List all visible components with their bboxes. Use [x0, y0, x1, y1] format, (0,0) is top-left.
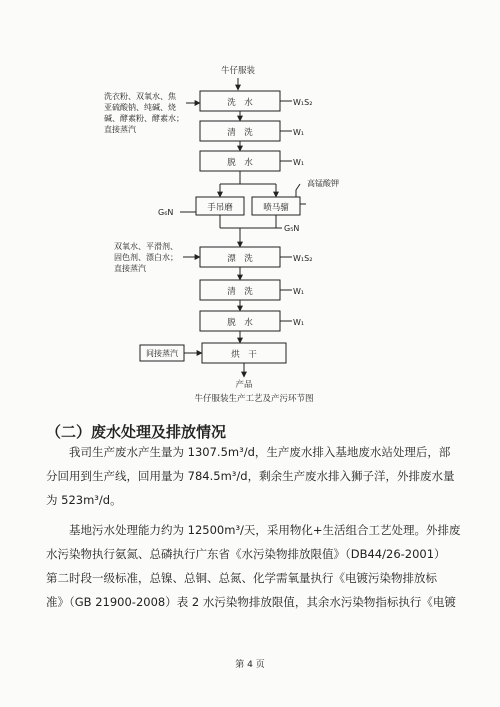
section-heading: （二）废水处理及排放情况	[46, 423, 227, 441]
svg-text:漂 洗: 漂 洗	[227, 254, 253, 264]
svg-text:清 洗: 清 洗	[227, 128, 253, 138]
svg-text:直接蒸汽: 直接蒸汽	[114, 264, 146, 273]
svg-text:间接蒸汽: 间接蒸汽	[146, 349, 178, 358]
svg-text:双氧水、平滑剂、: 双氧水、平滑剂、	[114, 242, 178, 251]
code-permanganate: 高锰酸钾	[307, 179, 339, 188]
step-spray	[252, 197, 300, 215]
page-number: 第 4 页	[235, 660, 265, 670]
flowchart-caption: 牛仔服装生产工艺及产污环节图	[194, 394, 314, 404]
step-rinse-1	[200, 121, 280, 141]
chemical-inputs-top	[104, 91, 184, 134]
paragraph-treatment-standards: 基地污水处理能力约为 12500m³/天，采用物化+生活组合工艺处理。外排废 水污染物执行氨氮、总磷执行广东省《水污染物排放限值》（DB44/26-2001） 第二时段一级标准，总镍、总铜、总氮、化学需氧量执行《电镀污染物排放标 准》（GB 21900-2008）表 2 水污染物排放限值，其余水污染物指标执行《电镀	[46, 523, 461, 609]
step-hand-grind	[196, 197, 244, 215]
svg-text:固色剂、漂白水；: 固色剂、漂白水；	[114, 253, 178, 262]
code-rinse-1: W₁	[293, 128, 305, 137]
svg-text:喷马骝: 喷马骝	[263, 203, 289, 213]
svg-text:洗 水: 洗 水	[227, 98, 253, 108]
code-g6n: G₆N	[158, 208, 174, 217]
code-dewater-1: W₁	[293, 158, 305, 167]
step-dewater-2	[200, 311, 280, 331]
step-bleach	[200, 247, 280, 267]
svg-text:清 洗: 清 洗	[227, 287, 253, 297]
flowchart-top-label: 牛仔服装	[220, 66, 256, 76]
step-dewater-1	[200, 151, 280, 171]
step-dry	[202, 343, 286, 363]
code-bleach: W₁S₂	[293, 254, 313, 263]
code-dewater-2: W₁	[293, 318, 305, 327]
code-wash: W₁S₂	[293, 98, 313, 107]
svg-text:亚硫酸钠、纯碱、烧: 亚硫酸钠、纯碱、烧	[104, 103, 176, 112]
chemical-inputs-bleach	[114, 241, 178, 273]
svg-text:碱、酵素粉、酵素水；: 碱、酵素粉、酵素水；	[104, 114, 184, 123]
svg-text:洗衣粉、双氧水、焦: 洗衣粉、双氧水、焦	[104, 92, 176, 101]
svg-text:脱 水: 脱 水	[227, 158, 253, 168]
paragraph-wastewater-volume: 我司生产废水产生量为 1307.5m³/d，生产废水排入基地废水站处理后，部 分回用到生产线，回用量为 784.5m³/d，剩余生产废水排入狮子洋，外排废水量 为 523m³/d。	[46, 445, 455, 507]
flowchart-product: 产品	[235, 380, 253, 390]
svg-text:手吊磨: 手吊磨	[207, 203, 233, 213]
svg-text:烘 干: 烘 干	[231, 350, 257, 360]
svg-text:脱 水: 脱 水	[227, 318, 253, 328]
svg-text:直接蒸汽: 直接蒸汽	[104, 125, 136, 134]
step-wash	[200, 91, 280, 111]
step-rinse-2	[200, 280, 280, 300]
code-rinse-2: W₁	[293, 287, 305, 296]
code-g5n: G₅N	[284, 224, 300, 233]
indirect-steam	[140, 345, 184, 361]
